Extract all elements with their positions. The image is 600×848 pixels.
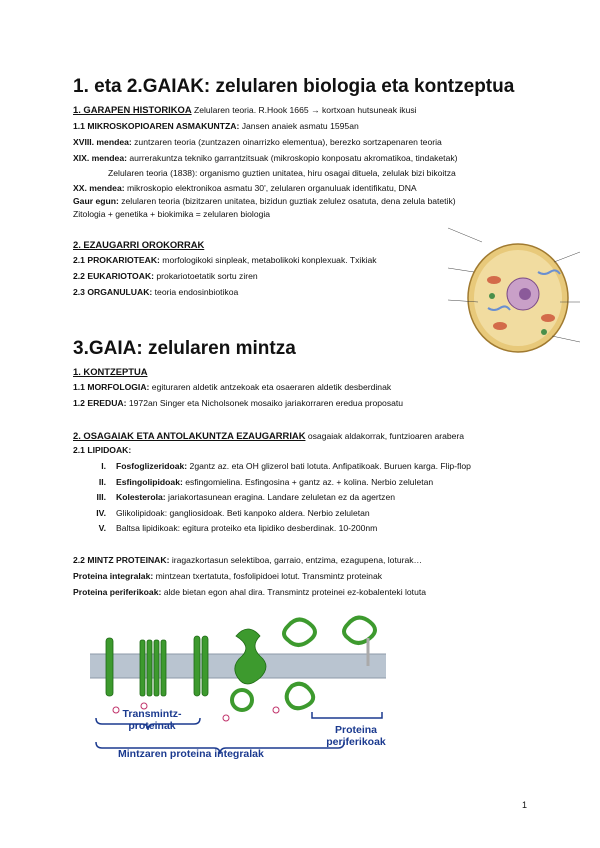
item-num: I. bbox=[101, 461, 106, 471]
label: Gaur egun: bbox=[73, 196, 119, 206]
line-mintz-proteinak bbox=[73, 555, 422, 566]
label-transmintz: Transmintz- proteinak bbox=[122, 708, 182, 732]
label: XVIII. mendea: bbox=[73, 137, 132, 147]
label: 1.2 EREDUA: bbox=[73, 398, 127, 408]
label: Proteina periferikoak: bbox=[73, 587, 162, 597]
eukaryotic-cell-figure bbox=[448, 222, 580, 370]
text: 1972an Singer eta Nicholsonek mosaiko jariakorraren eredua proposatu bbox=[126, 398, 404, 408]
heading-chapter-3: 3.GAIA: zelularen mintza bbox=[73, 338, 296, 359]
section-kontzeptua bbox=[73, 366, 147, 378]
label-periferikoak: Proteina periferikoak bbox=[326, 724, 386, 748]
line-xviii bbox=[73, 137, 442, 148]
section-osagaiak bbox=[73, 430, 464, 442]
lipid-item bbox=[84, 508, 370, 519]
line-lipidoak bbox=[73, 445, 131, 456]
text: esfingomielina. Esfingosina + gantz az. + kolina. Nerbio zeluletan bbox=[182, 477, 434, 487]
line-xix bbox=[73, 153, 458, 164]
label: Baltsa lipidikoak: bbox=[116, 523, 181, 533]
text: iragazkortasun selektiboa, garraio, entzima, ezagupena, loturak… bbox=[169, 555, 423, 565]
line-2-2 bbox=[73, 271, 258, 282]
line-xix-b: Zelularen teoria (1838): organismo guztien unitatea, hiru osagai dituela, zelulak bizi bikoitza bbox=[108, 168, 456, 178]
label: 2.2 EUKARIOTOAK: bbox=[73, 271, 155, 281]
section-garapen bbox=[73, 104, 417, 116]
transmembrane-helix bbox=[106, 638, 113, 696]
text: egitura proteiko eta lipidiko desberdinak. 10-200nm bbox=[180, 523, 378, 533]
text: morfologikoki sinpleak, metabolikoki konplexuak. Txikiak bbox=[159, 255, 377, 265]
line-2-3 bbox=[73, 287, 238, 298]
text: gangliosidoak. Beti kanpoko aldera. Nerbio zeluletan bbox=[167, 508, 370, 518]
label: 2.3 ORGANULUAK: bbox=[73, 287, 153, 297]
text: egituraren aldetik antzekoak eta osaeraren aldetik desberdinak bbox=[149, 382, 392, 392]
label: XX. mendea: bbox=[73, 183, 125, 193]
label: Kolesterola: bbox=[116, 492, 166, 502]
nucleolus bbox=[519, 288, 531, 300]
line-1-1-morfologia bbox=[73, 382, 391, 393]
label: 2.1 PROKARIOTEAK: bbox=[73, 255, 160, 265]
label: 1.1 MIKROSKOPIOAREN ASMAKUNTZA: bbox=[73, 121, 240, 131]
label: Fosfoglizeridoak: bbox=[116, 461, 188, 471]
label-integralak: Mintzaren proteina integralak bbox=[118, 748, 264, 760]
section-title: 2. OSAGAIAK ETA ANTOLAKUNTZA EZAUGARRIAK bbox=[73, 430, 306, 441]
heading-chapter-1-2: 1. eta 2.GAIAK: zelularen biologia eta kontzeptua bbox=[73, 76, 515, 97]
section-title: 1. GARAPEN HISTORIKOA bbox=[73, 104, 192, 115]
text: 2gantz az. eta OH glizerol bati lotuta. Anfipatikoak. Buruen karga. Flip-flop bbox=[187, 461, 471, 471]
text: mikroskopio elektronikoa asmatu 30', zelularen organuluak identifikatu, DNA bbox=[124, 183, 417, 193]
item-num: V. bbox=[98, 523, 106, 533]
label: Glikolipidoak: bbox=[116, 508, 168, 518]
text: jariakortasunean eragina. Landare zeluletan ez da agertzen bbox=[165, 492, 395, 502]
text: Jansen anaiek asmatu 1595an bbox=[239, 121, 359, 131]
section-title: 2. EZAUGARRI OROKORRAK bbox=[73, 239, 205, 250]
text: zuntzaren teoria (zuntzazen oinarrizko elementua), berezko sortzapenaren teoria bbox=[131, 137, 442, 147]
label: XIX. mendea: bbox=[73, 153, 127, 163]
text: zelularen teoria (bizitzaren unitatea, bizidun guztiak zelulez osatuta, dena zelula batetik) bbox=[118, 196, 456, 206]
line-integralak bbox=[73, 571, 382, 582]
label: 1.1 MORFOLOGIA: bbox=[73, 382, 150, 392]
text: mintzean txertatuta, fosfolipidoei lotut. Transmintz proteinak bbox=[153, 571, 383, 581]
line-2-1 bbox=[73, 255, 377, 266]
line-1-2-eredua bbox=[73, 398, 403, 409]
section-text: osagaiak aldakorrak, funtzioaren arabera bbox=[305, 431, 465, 441]
line-gaur bbox=[73, 196, 456, 207]
line-1-1 bbox=[73, 121, 359, 132]
text: prokariotoetatik sortu ziren bbox=[154, 271, 258, 281]
line-xx bbox=[73, 183, 417, 194]
text: aurrerakuntza tekniko garrantzitsuak (mikroskopio konposatu akromatikoa, tindaketak) bbox=[126, 153, 458, 163]
label: 2.2 MINTZ PROTEINAK: bbox=[73, 555, 170, 565]
page-number: 1 bbox=[522, 800, 528, 810]
mitochondrion bbox=[487, 276, 501, 284]
lipid-item bbox=[84, 461, 471, 472]
lipid-item bbox=[84, 477, 433, 488]
item-num: III. bbox=[96, 492, 106, 502]
label: 2.1 LIPIDOAK: bbox=[73, 445, 132, 455]
item-num: II. bbox=[98, 477, 106, 487]
section-ezaugarri bbox=[73, 239, 204, 251]
text: alde bietan egon ahal dira. Transmintz proteinei ez-kobalenteki lotuta bbox=[161, 587, 427, 597]
lipid-item bbox=[84, 523, 377, 534]
line-periferikoak bbox=[73, 587, 426, 598]
label: Esfingolipidoak: bbox=[116, 477, 183, 487]
item-num: IV. bbox=[96, 508, 106, 518]
text: teoria endosinbiotikoa bbox=[152, 287, 239, 297]
lipid-item bbox=[84, 492, 395, 503]
section-text: Zelularen teoria. R.Hook 1665 → kortxoan hutsuneak ikusi bbox=[191, 105, 417, 115]
label: Proteina integralak: bbox=[73, 571, 154, 581]
section-title: 1. KONTZEPTUA bbox=[73, 366, 148, 377]
line-zitologia: Zitologia + genetika + biokimika = zelularen biologia bbox=[73, 209, 271, 219]
